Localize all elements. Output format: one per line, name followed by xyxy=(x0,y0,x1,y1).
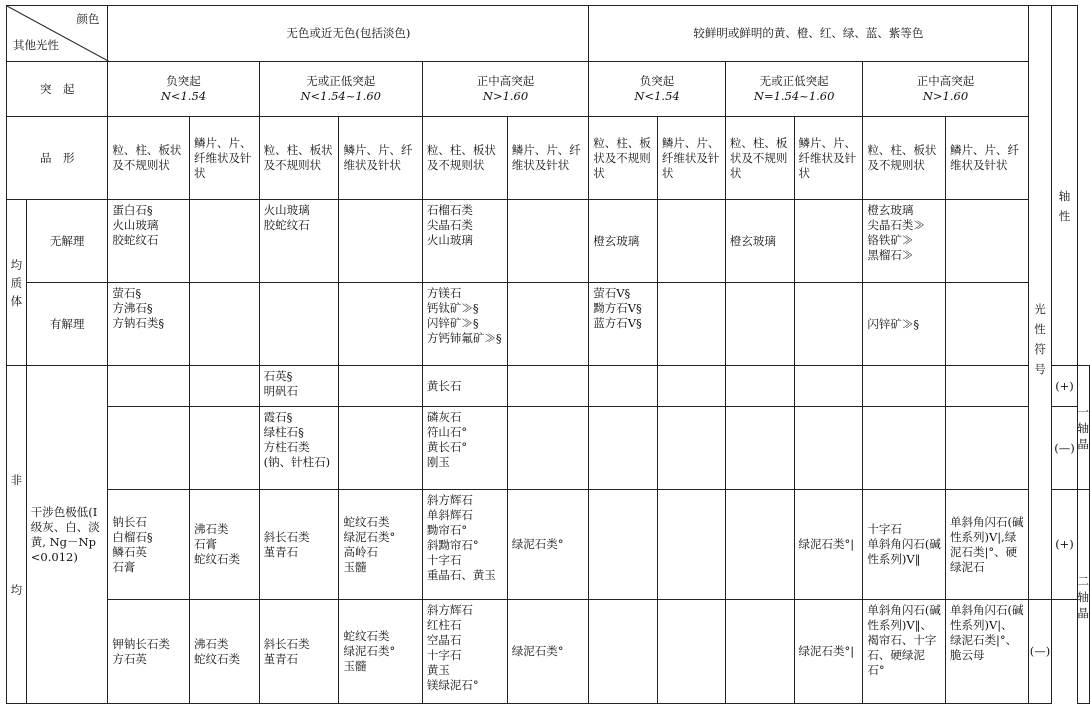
habit-header: 粒、柱、板状及不规则状 xyxy=(725,117,794,200)
mineral-entry: 石膏 xyxy=(112,559,136,574)
habit-header: 鳞片、片、纤维状及针状 xyxy=(657,117,725,200)
table-cell xyxy=(507,200,588,283)
mineral-entry: 绿泥石类° xyxy=(511,644,564,658)
habit-header: 粒、柱、板状及不规则状 xyxy=(589,117,658,200)
mineral-entry: 黑榴石≫ xyxy=(867,248,914,262)
table-row xyxy=(7,366,1090,407)
mineral-entry: 玉髓 xyxy=(343,659,367,673)
table-cell xyxy=(725,366,794,407)
table-cell xyxy=(725,407,794,490)
mineral-identification-table xyxy=(6,5,1090,704)
table-cell xyxy=(945,200,1028,283)
table-cell xyxy=(507,407,588,490)
table-cell xyxy=(422,600,507,704)
mineral-entry: 重晶石、黄玉 xyxy=(426,568,496,582)
table-cell xyxy=(945,490,1028,600)
table-cell xyxy=(422,200,507,283)
mineral-entry: 胶蛇纹石 xyxy=(112,233,159,247)
mineral-entry: 尖晶石类≫ xyxy=(867,218,925,232)
mineral-entry: 单斜角闪石(碱性系列)V|、绿泥石类|°、脆云母 xyxy=(949,603,1024,662)
habit-row-label: 品 形 xyxy=(7,117,108,200)
table-cell xyxy=(589,283,658,366)
table-cell xyxy=(725,600,794,704)
mineral-entry: 绿泥石类° xyxy=(343,644,396,658)
optic-sign: (—) xyxy=(1052,407,1077,490)
table-cell xyxy=(657,200,725,283)
mineral-entry: 斜长石类 xyxy=(263,529,310,544)
mineral-entry: 刚玉 xyxy=(426,455,450,469)
table-cell xyxy=(863,366,946,407)
table-cell xyxy=(657,283,725,366)
mineral-entry: 符山石° xyxy=(426,425,468,439)
table-cell xyxy=(108,366,190,407)
mineral-entry: 黝方石V§ xyxy=(593,301,642,315)
mineral-entry: 霞石§ xyxy=(263,410,293,424)
mineral-entry: 石英§ xyxy=(263,369,293,383)
mineral-entry: 绿泥石类° xyxy=(343,529,396,544)
table-cell xyxy=(863,490,946,600)
mineral-entry: 钾钠长石类 xyxy=(112,636,170,651)
mineral-entry: 蛋白石§ xyxy=(112,203,153,217)
habit-header: 鳞片、片、纤维状及针状 xyxy=(339,117,422,200)
table-cell xyxy=(589,200,658,283)
table-cell xyxy=(190,600,260,704)
table-cell xyxy=(725,283,794,366)
table-cell xyxy=(863,600,946,704)
relief-header-2: 无或正低突起 N<1.54~1.60 xyxy=(259,62,422,117)
biaxial-label: 二轴晶 xyxy=(1077,490,1090,704)
habit-header: 粒、柱、板状及不规则状 xyxy=(108,117,190,200)
table-cell xyxy=(259,200,339,283)
habit-header: 粒、柱、板状及不规则状 xyxy=(259,117,339,200)
mineral-entry: 绿泥石类° xyxy=(511,537,564,551)
mineral-entry: 萤石V§ xyxy=(593,286,631,300)
table-cell xyxy=(422,283,507,366)
table-cell xyxy=(339,407,422,490)
mineral-entry: 沸石类 xyxy=(194,522,229,536)
table-cell xyxy=(507,600,588,704)
mineral-entry: 单斜角闪石(碱性系列)V‖、褐帘石、十字石、硬绿泥石° xyxy=(867,603,941,677)
table-cell xyxy=(507,366,588,407)
table-cell xyxy=(190,200,260,283)
table-cell xyxy=(863,283,946,366)
table-cell xyxy=(657,490,725,600)
uniaxial-label: 一轴晶 xyxy=(1077,366,1090,490)
table-cell xyxy=(190,366,260,407)
mineral-entry: 十字石 xyxy=(426,553,462,567)
mineral-entry: 黄长石° xyxy=(426,440,468,454)
mineral-entry: 明矾石 xyxy=(263,384,299,398)
colored-group-header: 较鲜明或鲜明的黄、橙、红、绿、蓝、紫等色 xyxy=(589,6,1028,62)
relief-row-label: 突 起 xyxy=(7,62,108,117)
table-cell xyxy=(259,490,339,600)
table-row xyxy=(7,407,1090,490)
table-cell xyxy=(259,407,339,490)
mineral-entry: 磷灰石 xyxy=(426,410,462,424)
mineral-entry: 沸石类 xyxy=(194,636,229,651)
mineral-entry: 尖晶石类 xyxy=(426,218,473,232)
mineral-entry: 胶蛇纹石 xyxy=(263,218,310,232)
table-row xyxy=(7,600,1090,704)
mineral-entry: 萤石§ xyxy=(112,286,142,300)
table-cell xyxy=(190,407,260,490)
table-cell xyxy=(339,200,422,283)
relief-header-3: 正中高突起 N>1.60 xyxy=(422,62,588,117)
mineral-entry: 单斜辉石 xyxy=(426,508,473,522)
mineral-entry: 橙玄玻璃 xyxy=(867,203,914,217)
table-cell xyxy=(507,283,588,366)
no-cleavage-label: 无解理 xyxy=(26,200,108,283)
table-cell xyxy=(422,490,507,600)
table-cell xyxy=(794,283,863,366)
mineral-entry: 蛇纹石类 xyxy=(343,629,390,643)
table-cell xyxy=(945,366,1028,407)
table-cell xyxy=(794,490,863,600)
mineral-entry: 斜方辉石 xyxy=(426,603,473,617)
mineral-entry: 高岭石 xyxy=(343,544,378,559)
table-cell xyxy=(589,366,658,407)
mineral-entry: 十字石 xyxy=(426,648,462,662)
mineral-entry: 斜方辉石 xyxy=(426,493,473,507)
table-cell xyxy=(339,366,422,407)
table-row xyxy=(7,200,1090,283)
mineral-entry: 黄长石 xyxy=(426,378,462,393)
habit-header: 鳞片、片、纤维状及针状 xyxy=(945,117,1028,200)
mineral-entry: 空晶石 xyxy=(426,633,462,647)
table-cell xyxy=(863,407,946,490)
corner-color-label: 颜色 xyxy=(76,12,100,26)
mineral-entry: 火山玻璃 xyxy=(112,218,159,232)
habit-header: 粒、柱、板状及不规则状 xyxy=(422,117,507,200)
table-cell xyxy=(190,283,260,366)
mineral-entry: 铬铁矿≫ xyxy=(867,233,914,247)
mineral-entry: 方钠石类§ xyxy=(112,316,165,330)
interference-color-label: 干涉色极低(Ⅰ级灰、白、淡黄, Ng－Np<0.012) xyxy=(26,366,108,704)
mineral-entry: 橙玄玻璃 xyxy=(729,233,776,248)
axiality-header: 轴性 xyxy=(1052,6,1077,366)
cleavage-label: 有解理 xyxy=(26,283,108,366)
table-cell xyxy=(589,600,658,704)
table-cell xyxy=(190,490,260,600)
table-row xyxy=(7,490,1090,600)
mineral-entry: 蛇纹石类 xyxy=(194,651,240,666)
habit-header: 鳞片、片、纤维状及针状 xyxy=(190,117,260,200)
table-cell xyxy=(589,490,658,600)
optic-sign: (+) xyxy=(1052,366,1077,407)
optic-sign-header: 光性符号 xyxy=(1028,6,1052,600)
relief-header-4: 负突起 N<1.54 xyxy=(589,62,726,117)
optic-sign: (—) xyxy=(1028,600,1052,704)
mineral-entry: 黄玉 xyxy=(426,663,450,677)
mineral-entry: 蛇纹石类 xyxy=(194,552,240,566)
corner-optic-label: 其他光性 xyxy=(13,38,59,52)
anisotropic-label: 非均 xyxy=(7,366,27,704)
table-cell xyxy=(507,490,588,600)
mineral-entry: 绿泥石类°| xyxy=(798,644,855,658)
mineral-entry: 鳞石英 xyxy=(112,544,147,559)
mineral-entry: 斜黝帘石° xyxy=(426,538,479,552)
table-cell xyxy=(339,600,422,704)
table-cell xyxy=(945,407,1028,490)
table-cell xyxy=(108,407,190,490)
mineral-entry: 方石英 xyxy=(112,651,147,666)
table-cell xyxy=(589,407,658,490)
colorless-group-header: 无色或近无色(包括淡色) xyxy=(108,6,589,62)
table-cell xyxy=(945,283,1028,366)
mineral-entry: 镁绿泥石° xyxy=(426,678,479,692)
mineral-entry: 火山玻璃 xyxy=(263,203,310,217)
mineral-entry: 斜长石类 xyxy=(263,636,310,651)
table-row xyxy=(7,283,1090,366)
mineral-entry: 红柱石 xyxy=(426,618,462,632)
table-cell xyxy=(422,366,507,407)
mineral-entry: 钙钛矿≫§ xyxy=(426,301,479,315)
habit-header: 鳞片、片、纤维状及针状 xyxy=(507,117,588,200)
table-cell xyxy=(794,407,863,490)
table-cell xyxy=(863,200,946,283)
mineral-entry: 蛇纹石类 xyxy=(343,514,390,529)
mineral-entry: 十字石 xyxy=(867,522,902,536)
table-cell xyxy=(339,283,422,366)
mineral-entry: 白榴石§ xyxy=(112,529,153,544)
mineral-entry: (钠、针柱石) xyxy=(263,455,331,469)
table-cell xyxy=(657,600,725,704)
mineral-entry: 方镁石 xyxy=(426,286,462,300)
table-cell xyxy=(725,490,794,600)
mineral-entry: 方沸石§ xyxy=(112,301,153,315)
mineral-entry: 方柱石类 xyxy=(263,440,310,454)
optic-sign: (+) xyxy=(1052,490,1077,600)
mineral-entry: 堇青石 xyxy=(263,651,299,666)
table-cell xyxy=(108,490,190,600)
table-cell xyxy=(794,600,863,704)
mineral-entry: 堇青石 xyxy=(263,544,299,559)
table-cell xyxy=(108,283,190,366)
mineral-entry: 单斜角闪石(碱性系列)V‖ xyxy=(867,537,941,566)
mineral-entry: 火山玻璃 xyxy=(426,233,473,247)
mineral-entry: 闪锌矿≫§ xyxy=(867,316,920,331)
table-cell xyxy=(794,366,863,407)
mineral-entry: 钠长石 xyxy=(112,514,147,529)
table-cell xyxy=(259,366,339,407)
table-cell xyxy=(259,283,339,366)
table-cell xyxy=(945,600,1028,704)
table-cell xyxy=(108,600,190,704)
isotropic-label: 均质体 xyxy=(7,200,27,366)
habit-header: 粒、柱、板状及不规则状 xyxy=(863,117,946,200)
mineral-entry: 蓝方石V§ xyxy=(593,316,642,330)
table-cell xyxy=(259,600,339,704)
relief-header-6: 正中高突起 N>1.60 xyxy=(863,62,1028,117)
mineral-entry: 橙玄玻璃 xyxy=(593,233,640,248)
mineral-entry: 黝帘石° xyxy=(426,523,468,537)
relief-header-1: 负突起 N<1.54 xyxy=(108,62,259,117)
corner-header xyxy=(7,6,108,62)
table-cell xyxy=(725,200,794,283)
table-cell xyxy=(422,407,507,490)
table-cell xyxy=(339,490,422,600)
table-cell xyxy=(108,200,190,283)
relief-header-5: 无或正低突起 N=1.54~1.60 xyxy=(725,62,863,117)
mineral-entry: 方钙铈氟矿≫§ xyxy=(426,331,502,345)
mineral-entry: 玉髓 xyxy=(343,559,367,574)
mineral-entry: 单斜角闪石(碱性系列)V|,绿泥石类|°、硬绿泥石 xyxy=(949,514,1024,574)
mineral-entry: 石榴石类 xyxy=(426,203,473,217)
mineral-entry: 石膏 xyxy=(194,537,217,551)
table-cell xyxy=(794,200,863,283)
mineral-entry: 绿柱石§ xyxy=(263,425,304,439)
table-cell xyxy=(657,407,725,490)
mineral-entry: 闪锌矿≫§ xyxy=(426,316,479,330)
habit-header: 鳞片、片、纤维状及针状 xyxy=(794,117,863,200)
mineral-entry: 绿泥石类°| xyxy=(798,537,855,551)
table-cell xyxy=(657,366,725,407)
